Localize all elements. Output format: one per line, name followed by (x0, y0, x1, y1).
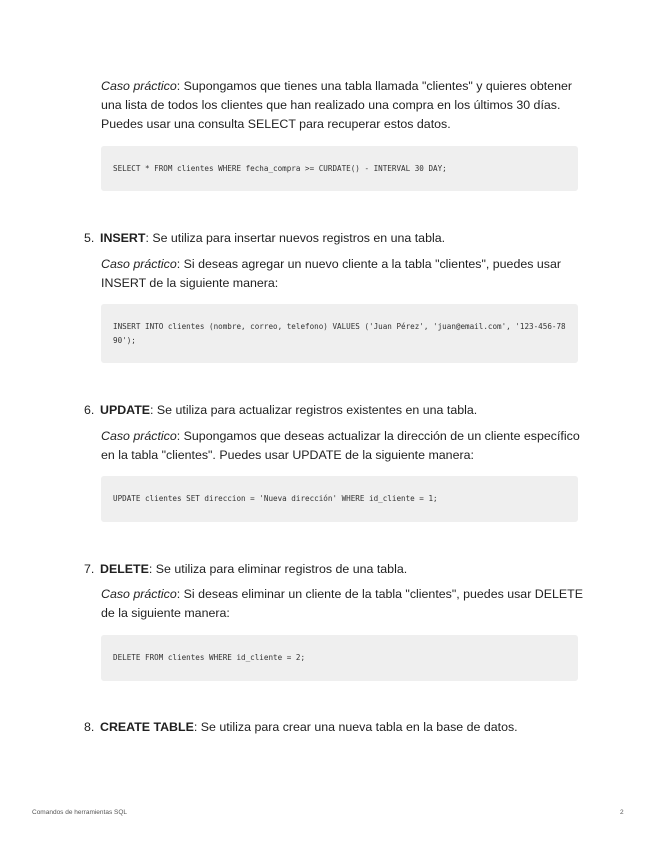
case-label: Caso práctico (101, 587, 177, 601)
footer-title: Comandos de herramientas SQL (32, 809, 128, 816)
code-block-insert: INSERT INTO clientes (nombre, correo, telefono) VALUES ('Juan Pérez', 'juan@email.com', '123-456-7890'); (101, 304, 578, 363)
update-case-paragraph (101, 427, 583, 465)
list-item-create-table (84, 718, 584, 737)
item-description: : Se utiliza para crear una nueva tabla en la base de datos. (193, 720, 518, 734)
item-description: : Se utiliza para actualizar registros existentes en una tabla. (150, 403, 478, 417)
code-block-update: UPDATE clientes SET direccion = 'Nueva dirección' WHERE id_cliente = 1; (101, 476, 578, 522)
item-description: : Se utiliza para eliminar registros de una tabla. (148, 562, 408, 576)
item-number: 7. (84, 562, 95, 576)
item-keyword: UPDATE (100, 403, 151, 417)
item-number: 6. (84, 403, 95, 417)
item-number: 5. (84, 231, 95, 245)
list-item-delete (84, 560, 584, 579)
item-description: : Se utiliza para insertar nuevos registros en una tabla. (145, 231, 446, 245)
code-block-select: SELECT * FROM clientes WHERE fecha_compra >= CURDATE() - INTERVAL 30 DAY; (101, 146, 578, 191)
case-text: : Supongamos que tienes una tabla llamada "clientes" y quieres obtener una lista de todos los clientes que han realizado una compra en los últimos 30 días. Puedes usar una consulta SELECT para recuperar estos datos. (101, 79, 572, 131)
case-text: : Si deseas agregar un nuevo cliente a la tabla "clientes", puedes usar INSERT de la siguiente manera: (101, 257, 561, 290)
case-text: : Si deseas eliminar un cliente de la tabla "clientes", puedes usar DELETE de la siguiente manera: (101, 587, 583, 620)
delete-case-paragraph (101, 585, 583, 623)
intro-case-paragraph (101, 77, 583, 134)
item-keyword: DELETE (100, 562, 149, 576)
insert-case-paragraph (101, 255, 583, 293)
list-item-update (84, 401, 584, 420)
case-label: Caso práctico (101, 429, 177, 443)
page-number: 2 (620, 809, 624, 816)
case-text: : Supongamos que deseas actualizar la dirección de un cliente específico en la tabla "clientes". Puedes usar UPDATE de la siguiente manera: (101, 429, 580, 462)
item-number: 8. (84, 720, 95, 734)
item-keyword: INSERT (100, 231, 146, 245)
list-item-insert (84, 229, 584, 248)
item-keyword: CREATE TABLE (100, 720, 194, 734)
code-block-delete: DELETE FROM clientes WHERE id_cliente = 2; (101, 635, 578, 681)
case-label: Caso práctico (101, 79, 177, 93)
case-label: Caso práctico (101, 257, 177, 271)
